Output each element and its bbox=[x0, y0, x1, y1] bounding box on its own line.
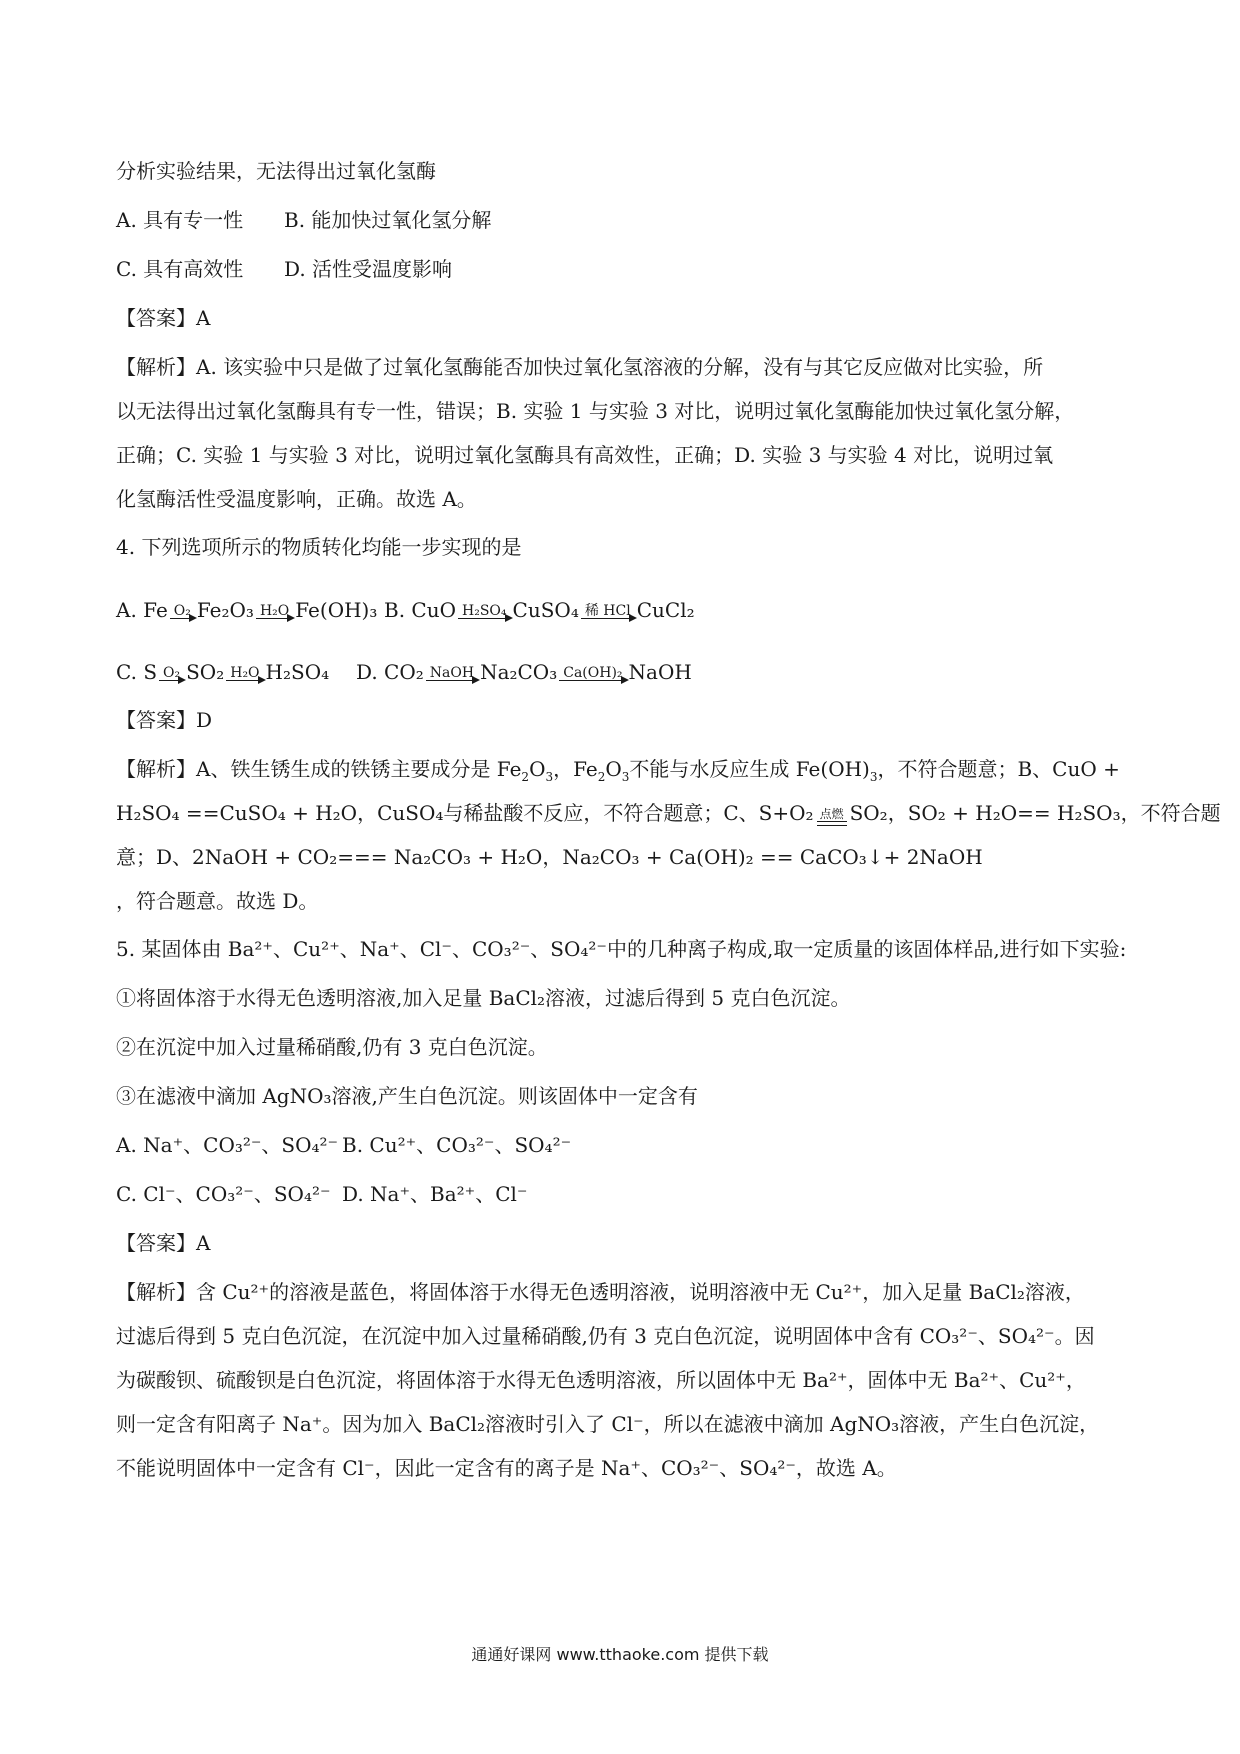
q3-explanation-line: 以无法得出过氧化氢酶具有专一性，错误；B. 实验 1 与实验 3 对比，说明过氧化氢酶能加快过氧化氢分解， bbox=[116, 399, 1075, 423]
q5-step-2: ②在沉淀中加入过量稀硝酸,仍有 3 克白色沉淀。 bbox=[116, 1035, 548, 1059]
q3-option-b: B. 能加快过氧化氢分解 bbox=[284, 208, 492, 232]
q4-option-a: A. Fe O₂ Fe₂O₃ H₂O Fe(OH)₃ bbox=[116, 598, 378, 622]
q4-answer: 【答案】D bbox=[116, 708, 213, 732]
q3-option-a: A. 具有专一性 bbox=[116, 208, 244, 232]
q3-options-row-2 bbox=[116, 254, 1126, 284]
reaction-arrow: O₂ bbox=[170, 604, 195, 619]
q3-option-c: C. 具有高效性 bbox=[116, 257, 244, 281]
reaction-arrow: H₂SO₄ bbox=[458, 604, 511, 619]
q5-stem: 5. 某固体由 Ba²⁺、Cu²⁺、Na⁺、Cl⁻、CO₃²⁻、SO₄²⁻中的几种离子构成,取一定质量的该固体样品,进行如下实验: bbox=[116, 937, 1127, 961]
q3-explanation bbox=[116, 352, 1126, 514]
q4-explanation-line: ，符合题意。故选 D。 bbox=[116, 889, 319, 913]
q3-answer: 【答案】A bbox=[116, 306, 211, 330]
q3-options-row-1 bbox=[116, 205, 1126, 235]
q5-option-c: C. Cl⁻、CO₃²⁻、SO₄²⁻ bbox=[116, 1182, 331, 1206]
q3-explanation-line: 正确；C. 实验 1 与实验 3 对比，说明过氧化氢酶具有高效性，正确；D. 实验 3 与实验 4 对比，说明过氧 bbox=[116, 443, 1054, 467]
q5-explanation-line: 过滤后得到 5 克白色沉淀，在沉淀中加入过量稀硝酸,仍有 3 克白色沉淀，说明固体中含有 CO₃²⁻、SO₄²⁻。因 bbox=[116, 1324, 1095, 1348]
q5-answer: 【答案】A bbox=[116, 1231, 211, 1255]
q5-options-row-1 bbox=[116, 1130, 1126, 1160]
q3-option-d: D. 活性受温度影响 bbox=[284, 257, 453, 281]
q4-options-row-2 bbox=[116, 643, 1126, 687]
q4-explanation-line: 【解析】A、铁生锈生成的铁锈主要成分是 $Fe_2O_3$，$Fe_2O_3$不能与水反应生成 $Fe(OH)_3$，不符合题意；B、CuO + bbox=[116, 757, 1120, 784]
reaction-arrow: 稀 HCl bbox=[581, 604, 635, 619]
page-footer: 通通好课网 www.tthaoke.com 提供下载 bbox=[471, 1645, 769, 1664]
q5-explanation-line: 则一定含有阳离子 Na⁺。因为加入 BaCl₂溶液时引入了 Cl⁻，所以在滤液中滴加 AgNO₃溶液，产生白色沉淀， bbox=[116, 1412, 1100, 1436]
reaction-arrow: H₂O bbox=[256, 604, 293, 619]
reaction-arrow: NaOH bbox=[426, 666, 478, 681]
q4-option-b: B. CuO H₂SO₄ CuSO₄ 稀 HCl CuCl₂ bbox=[384, 598, 695, 622]
q5-option-a: A. Na⁺、CO₃²⁻、SO₄²⁻ bbox=[116, 1133, 339, 1157]
q4-stem: 4. 下列选项所示的物质转化均能一步实现的是 bbox=[116, 535, 522, 559]
q3-stem-tail: 分析实验结果，无法得出过氧化氢酶 bbox=[116, 159, 436, 183]
q4-options-row-1 bbox=[116, 581, 1126, 625]
ignition-condition: 点燃 bbox=[816, 807, 848, 826]
q5-option-b: B. Cu²⁺、CO₃²⁻、SO₄²⁻ bbox=[342, 1133, 572, 1157]
reaction-arrow: O₂ bbox=[159, 666, 184, 681]
q5-step-3: ③在滤液中滴加 AgNO₃溶液,产生白色沉淀。则该固体中一定含有 bbox=[116, 1084, 698, 1108]
q5-explanation-line: 不能说明固体中一定含有 Cl⁻，因此一定含有的离子是 Na⁺、CO₃²⁻、SO₄²⁻，故选 A。 bbox=[116, 1456, 897, 1480]
reaction-arrow: H₂O bbox=[226, 666, 263, 681]
q5-step-1: ①将固体溶于水得无色透明溶液,加入足量 BaCl₂溶液，过滤后得到 5 克白色沉淀。 bbox=[116, 986, 851, 1010]
q5-options-row-2 bbox=[116, 1179, 1126, 1209]
q4-option-d: D. CO₂ NaOH Na₂CO₃ Ca(OH)₂ NaOH bbox=[356, 660, 692, 684]
document-body bbox=[116, 156, 1221, 1501]
q4-explanation-line: 意；D、2NaOH + CO₂=== Na₂CO₃ + H₂O，Na₂CO₃ + Ca(OH)₂ == CaCO₃↓+ 2NaOH bbox=[116, 845, 983, 869]
q4-explanation-line: H₂SO₄ ==CuSO₄ + H₂O，CuSO₄与稀盐酸不反应，不符合题意；C、S+O₂ 点燃 SO₂，SO₂ + H₂O== H₂SO₃，不符合题 bbox=[116, 801, 1221, 825]
reaction-arrow: Ca(OH)₂ bbox=[559, 666, 626, 681]
q4-explanation bbox=[116, 754, 1221, 916]
q5-explanation-line: 为碳酸钡、硫酸钡是白色沉淀，将固体溶于水得无色透明溶液，所以固体中无 Ba²⁺，固体中无 Ba²⁺、Cu²⁺， bbox=[116, 1368, 1086, 1392]
q5-option-d: D. Na⁺、Ba²⁺、Cl⁻ bbox=[342, 1182, 528, 1206]
q3-explanation-line: 【解析】A. 该实验中只是做了过氧化氢酶能否加快过氧化氢溶液的分解，没有与其它反应做对比实验，所 bbox=[116, 355, 1044, 379]
q4-option-c: C. S O₂ SO₂ H₂O H₂SO₄ bbox=[116, 660, 330, 684]
q3-explanation-line: 化氢酶活性受温度影响，正确。故选 A。 bbox=[116, 487, 477, 511]
q5-explanation-line: 【解析】含 Cu²⁺的溶液是蓝色，将固体溶于水得无色透明溶液，说明溶液中无 Cu²⁺，加入足量 BaCl₂溶液， bbox=[116, 1280, 1085, 1304]
q5-explanation bbox=[116, 1277, 1126, 1483]
